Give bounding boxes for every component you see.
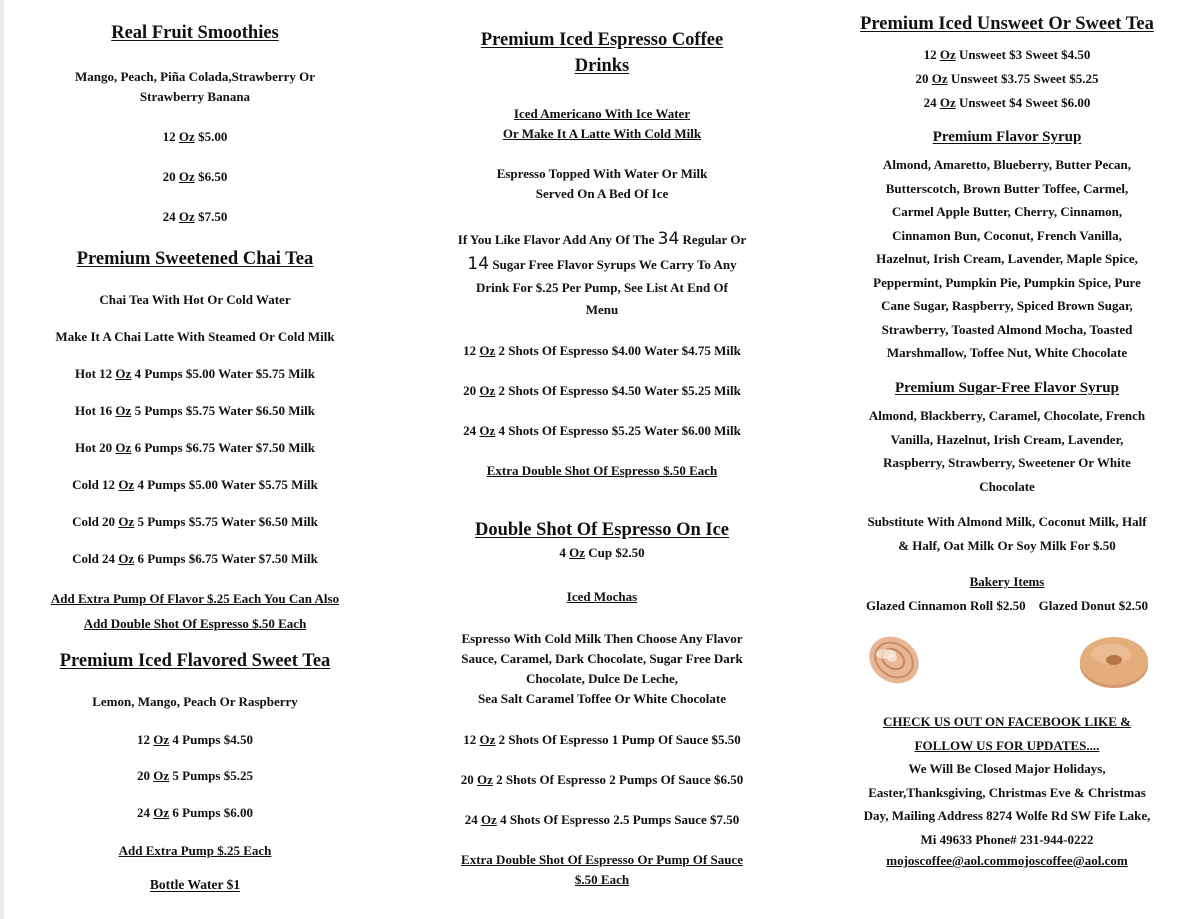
- espresso-extra: Extra Double Shot Of Espresso $.50 Each: [486, 463, 718, 478]
- sweet-tea-price-row: 12 Oz 4 Pumps $4.50: [137, 732, 253, 747]
- chai-line: Make It A Chai Latte With Steamed Or Cold Milk: [55, 329, 335, 344]
- iced-tea-title: Premium Iced Unsweet Or Sweet Tea: [860, 14, 1154, 34]
- iced-tea-price-row: 20 Oz Unsweet $3.75 Sweet $5.25: [915, 71, 1099, 86]
- mochas-desc: Sauce, Caramel, Dark Chocolate, Sugar Free Dark: [461, 651, 743, 666]
- syrup-list: Almond, Amaretto, Blueberry, Butter Pecan, Butterscotch, Brown Butter Toffee, Carmel, Carmel Apple Butter, Cherry, Cinnamon, Cinnamon Bun, Coconut, French Vanilla, Hazelnut, Irish Cream, Lavender, Maple Spice, Peppermint, Pumpkin Pie, Pumpkin Spice, Pure Cane Sugar, Raspberry, Spiced Brown Sugar, Strawberry, Toasted Almond Mocha, Toasted Marshmallow, Toffee Nut, White Chocolate: [873, 157, 1141, 360]
- milk-substitute: Substitute With Almond Milk, Coconut Milk, Half & Half, Oat Milk Or Soy Milk For $.50: [867, 514, 1147, 553]
- page-edge: [0, 0, 4, 919]
- chai-price-row: Cold 12 Oz 4 Pumps $5.00 Water $5.75 Milk: [72, 477, 318, 492]
- chai-extra-note: Add Extra Pump Of Flavor $.25 Each You Can Also: [50, 591, 340, 606]
- americano-line: Or Make It A Latte With Cold Milk: [502, 126, 702, 141]
- sf-syrup-title: Premium Sugar-Free Flavor Syrup: [894, 380, 1119, 396]
- smoothie-size-row: 20 Oz $6.50: [162, 169, 228, 184]
- bottle-water: Bottle Water $1: [149, 877, 241, 892]
- bakery-items: [822, 596, 1192, 616]
- bakery-title: Bakery Items: [969, 574, 1045, 589]
- flavor-note: If You Like Flavor Add Any Of The 34 Regular Or 14 Sugar Free Flavor Syrups We Carry To Any Drink For $.25 Per Pump, See List At End Of Menu: [457, 229, 747, 317]
- double-shot-title: Double Shot Of Espresso On Ice: [474, 520, 730, 540]
- chai-price-row: Hot 12 Oz 4 Pumps $5.00 Water $5.75 Milk: [74, 366, 316, 381]
- chai-price-row: Hot 16 Oz 5 Pumps $5.75 Water $6.50 Milk: [74, 403, 316, 418]
- espresso-title: Premium Iced Espresso Coffee: [480, 30, 724, 50]
- espresso-price-row: 20 Oz 2 Shots Of Espresso $4.50 Water $5.25 Milk: [463, 383, 741, 398]
- double-shot-price: 4 Oz Cup $2.50: [559, 545, 645, 560]
- mocha-extra: $.50 Each: [574, 872, 630, 887]
- syrup-title: Premium Flavor Syrup: [932, 129, 1082, 145]
- espresso-desc: Served On A Bed Of Ice: [535, 186, 669, 201]
- chai-price-row: Hot 20 Oz 6 Pumps $6.75 Water $7.50 Milk: [74, 440, 316, 455]
- espresso-price-row: 12 Oz 2 Shots Of Espresso $4.00 Water $4.75 Milk: [463, 343, 741, 358]
- espresso-desc: Espresso Topped With Water Or Milk: [496, 166, 708, 181]
- espresso-price-row: 24 Oz 4 Shots Of Espresso $5.25 Water $6.00 Milk: [463, 423, 741, 438]
- mochas-desc: Sea Salt Caramel Toffee Or White Chocolate: [478, 691, 726, 706]
- glazed-donut-image: [1077, 632, 1151, 690]
- smoothie-size-row: 24 Oz $7.50: [162, 209, 228, 224]
- store-info: We Will Be Closed Major Holidays, Easter,Thanksgiving, Christmas Eve & Christmas Day, Mailing Address 8274 Wolfe Rd SW Fife Lake, Mi 49633 Phone# 231-944-0222: [863, 761, 1151, 847]
- bakery-item-cinnamon-roll: Glazed Cinnamon Roll $2.50: [865, 598, 1026, 613]
- iced-tea-price-row: 24 Oz Unsweet $4 Sweet $6.00: [923, 95, 1091, 110]
- iced-tea-price-row: 12 Oz Unsweet $3 Sweet $4.50: [923, 47, 1091, 62]
- mocha-price-row: 20 Oz 2 Shots Of Espresso 2 Pumps Of Sauce $6.50: [460, 772, 744, 787]
- chai-price-row: Cold 20 Oz 5 Pumps $5.75 Water $6.50 Milk: [72, 514, 318, 529]
- chai-line: Chai Tea With Hot Or Cold Water: [99, 292, 291, 307]
- mochas-title: Iced Mochas: [566, 589, 638, 604]
- email-link[interactable]: mojoscoffee@aol.commojoscoffee@aol.com: [886, 853, 1128, 868]
- mocha-price-row: 24 Oz 4 Shots Of Espresso 2.5 Pumps Sauce $7.50: [464, 812, 740, 827]
- sweet-tea-extra: Add Extra Pump $.25 Each: [118, 843, 272, 858]
- sweet-tea-title: Premium Iced Flavored Sweet Tea: [59, 651, 331, 671]
- sweet-tea-price-row: 24 Oz 6 Pumps $6.00: [137, 805, 253, 820]
- smoothie-size-row: 12 Oz $5.00: [162, 129, 228, 144]
- smoothies-flavors-line: Mango, Peach, Piña Colada,Strawberry Or: [74, 69, 316, 84]
- chai-title: Premium Sweetened Chai Tea: [76, 249, 314, 269]
- americano-line: Iced Americano With Ice Water: [513, 106, 691, 121]
- cinnamon-roll-image: [862, 630, 926, 690]
- mocha-extra: Extra Double Shot Of Espresso Or Pump Of Sauce: [461, 852, 743, 867]
- sweet-tea-flavors: Lemon, Mango, Peach Or Raspberry: [92, 694, 298, 709]
- mochas-desc: Espresso With Cold Milk Then Choose Any Flavor: [461, 631, 743, 646]
- mocha-price-row: 12 Oz 2 Shots Of Espresso 1 Pump Of Sauce $5.50: [463, 732, 741, 747]
- mochas-desc: Chocolate, Dulce De Leche,: [526, 671, 678, 686]
- espresso-title: Drinks: [574, 56, 630, 76]
- smoothies-section: [10, 21, 380, 45]
- facebook-note: CHECK US OUT ON FACEBOOK LIKE & FOLLOW US FOR UPDATES....: [883, 714, 1131, 753]
- bakery-item-donut: Glazed Donut $2.50: [1038, 598, 1149, 613]
- chai-price-row: Cold 24 Oz 6 Pumps $6.75 Water $7.50 Milk: [72, 551, 318, 566]
- smoothies-title: Real Fruit Smoothies: [111, 23, 279, 43]
- chai-extra-note: Add Double Shot Of Espresso $.50 Each: [83, 616, 307, 631]
- sweet-tea-price-row: 20 Oz 5 Pumps $5.25: [137, 768, 253, 783]
- sf-syrup-list: Almond, Blackberry, Caramel, Chocolate, French Vanilla, Hazelnut, Irish Cream, Lavender, Raspberry, Strawberry, Sweetener Or White Chocolate: [868, 408, 1146, 494]
- smoothies-flavors-line: Strawberry Banana: [139, 89, 251, 104]
